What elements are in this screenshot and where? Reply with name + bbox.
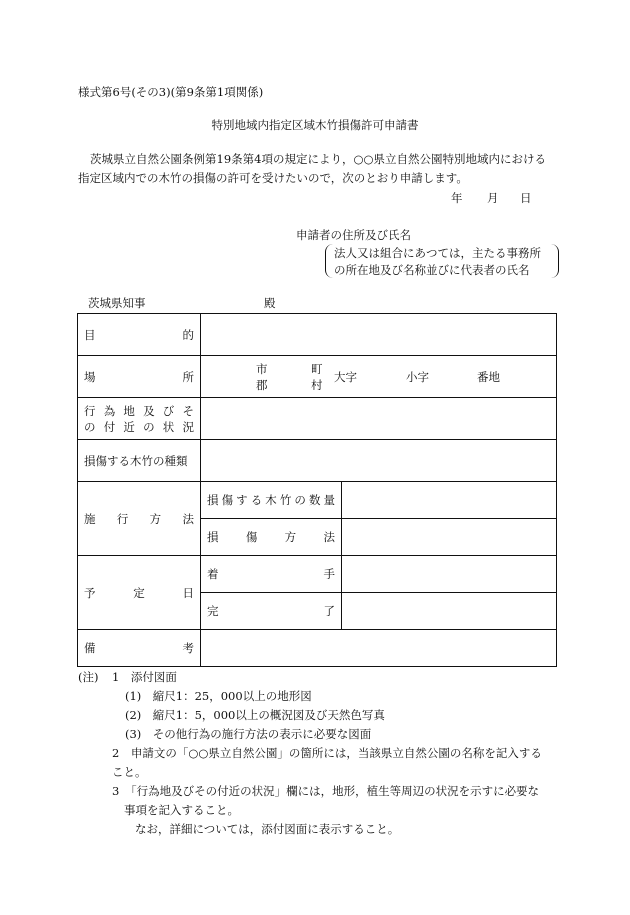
- note-2-line-1: 2 申請文の「○○県立自然公園」の箇所には，当該県立自然公園の名称を記入する: [112, 746, 542, 760]
- quantity-value[interactable]: [342, 482, 557, 519]
- completion-label: 完 了: [201, 593, 342, 630]
- applicant-note-line-2: の所在地及び名称並びに代表者の氏名: [334, 263, 530, 277]
- location-gun: 郡: [256, 378, 268, 392]
- addressee-honorific: 殿: [264, 296, 276, 310]
- body-line-2: 指定区域内での木竹の損傷の許可を受けたいので，次のとおり申請します。: [78, 171, 468, 185]
- location-banchi: 番地: [477, 370, 500, 384]
- remarks-label: 備 考: [78, 630, 201, 667]
- purpose-label: 目 的: [78, 314, 201, 356]
- document-title: 特別地域内指定区域木竹損傷許可申請書: [211, 118, 419, 132]
- body-line-1: 茨城県立自然公園条例第19条第4項の規定により，○○県立自然公園特別地域内における: [90, 152, 547, 166]
- applicant-note-bracket: [325, 244, 559, 278]
- start-label: 着 手: [201, 556, 342, 593]
- method-label: 施 行 方 法: [78, 482, 201, 556]
- row-remarks: [78, 630, 557, 667]
- damage-method-value[interactable]: [342, 519, 557, 556]
- location-machi: 町: [311, 362, 323, 376]
- addressee-name: 茨城県知事: [88, 296, 146, 310]
- tree-type-label: 損傷する木竹の種類: [78, 440, 201, 482]
- row-method-quantity: [78, 482, 557, 519]
- applicant-note-line-1: 法人又は組合にあつては，主たる事務所: [334, 246, 541, 260]
- tree-type-value[interactable]: [201, 440, 557, 482]
- note-1-1: (1) 縮尺1：25，000以上の地形図: [125, 689, 312, 703]
- date-day: 日: [520, 191, 532, 205]
- schedule-label: 予 定 日: [78, 556, 201, 630]
- location-koaza: 小字: [406, 370, 429, 384]
- start-value[interactable]: [342, 556, 557, 593]
- surroundings-label: 行 為 地 及 び そ の 付 近 の 状 況: [78, 398, 201, 440]
- surroundings-value[interactable]: [201, 398, 557, 440]
- row-location: [78, 356, 557, 398]
- remarks-value[interactable]: [201, 630, 557, 667]
- date-month: 月: [487, 191, 499, 205]
- location-shi: 市: [256, 362, 268, 376]
- purpose-value[interactable]: [201, 314, 557, 356]
- damage-method-label: 損 傷 方 法: [201, 519, 342, 556]
- note-3-line-1: 3 「行為地及びその付近の状況」欄には，地形，植生等周辺の状況を示すに必要な: [112, 784, 540, 798]
- location-oaza: 大字: [334, 370, 357, 384]
- completion-value[interactable]: [342, 593, 557, 630]
- row-tree-type: [78, 440, 557, 482]
- note-1: 1 添付図面: [112, 670, 177, 684]
- application-table: [77, 313, 557, 667]
- location-label: 場 所: [78, 356, 201, 398]
- location-mura: 村: [311, 378, 323, 392]
- row-purpose: [78, 314, 557, 356]
- date-year: 年: [451, 191, 463, 205]
- note-1-3: (3) その他行為の施行方法の表示に必要な図面: [125, 727, 372, 741]
- notes-marker: (注): [78, 670, 99, 684]
- note-3-line-3: なお，詳細については，添付図面に表示すること。: [135, 822, 400, 836]
- note-2-line-2: こと。: [112, 765, 147, 779]
- location-value[interactable]: [201, 356, 557, 398]
- quantity-label: 損 傷 す る 木 竹 の 数 量: [201, 482, 342, 519]
- row-schedule-start: [78, 556, 557, 593]
- form-number: 様式第6号(その3)(第9条第1項関係): [78, 85, 264, 99]
- note-1-2: (2) 縮尺1：5，000以上の概況図及び天然色写真: [125, 708, 385, 722]
- note-3-line-2: 事項を記入すること。: [124, 803, 239, 817]
- applicant-label: 申請者の住所及び氏名: [296, 228, 411, 242]
- application-body: [78, 150, 558, 188]
- row-surroundings: [78, 398, 557, 440]
